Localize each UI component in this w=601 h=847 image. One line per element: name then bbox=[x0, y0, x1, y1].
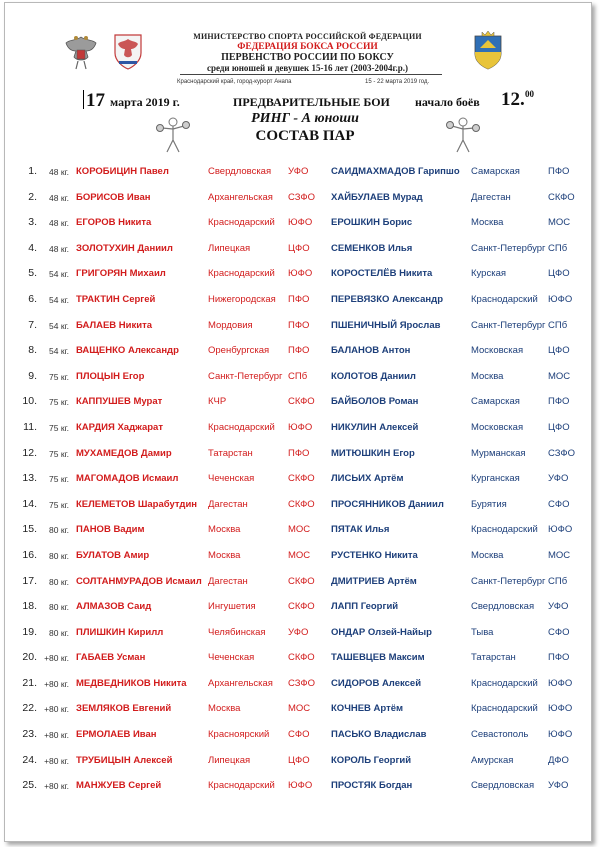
blue-corner-region: Дагестан bbox=[471, 191, 511, 203]
blue-corner-name: ПЕРЕВЯЗКО Александр bbox=[331, 293, 444, 305]
red-corner-name: ГРИГОРЯН Михаил bbox=[76, 268, 166, 280]
red-corner-name: ТРУБИЦЫН Алексей bbox=[76, 754, 173, 766]
red-corner-district: СКФО bbox=[288, 498, 315, 510]
blue-corner-district: УФО bbox=[548, 601, 569, 613]
blue-corner-district: ПФО bbox=[548, 396, 570, 408]
weight-class: 80 кг. bbox=[49, 550, 69, 561]
red-corner-district: ЮФО bbox=[288, 421, 313, 433]
red-corner-district: МОС bbox=[288, 524, 311, 536]
start-time-hour: 12. bbox=[501, 89, 525, 110]
bout-number: 4. bbox=[28, 241, 37, 254]
red-corner-district: ЮФО bbox=[288, 217, 313, 229]
red-corner-district: СПб bbox=[288, 370, 308, 382]
bout-number: 19. bbox=[22, 625, 37, 638]
red-corner-name: БАЛАЕВ Никита bbox=[76, 319, 153, 331]
weight-class: 75 кг. bbox=[49, 397, 69, 408]
red-corner-region: Оренбургская bbox=[208, 345, 270, 357]
blue-corner-region: Краснодарский bbox=[471, 703, 538, 715]
bout-month-year: марта 2019 г. bbox=[110, 95, 180, 109]
boxing-federation-logo-icon bbox=[111, 31, 145, 71]
red-corner-region: Липецкая bbox=[208, 242, 251, 254]
red-corner-district: МОС bbox=[288, 549, 311, 561]
bout-row bbox=[5, 415, 591, 441]
weight-class: 48 кг. bbox=[49, 243, 69, 254]
bout-number: 15. bbox=[22, 523, 37, 536]
red-corner-name: БОРИСОВ Иван bbox=[76, 191, 151, 203]
blue-corner-region: Москва bbox=[471, 549, 504, 561]
bout-row bbox=[5, 517, 591, 543]
bout-number: 7. bbox=[28, 318, 37, 331]
red-corner-name: МАГОМАДОВ Исмаил bbox=[76, 473, 179, 485]
start-time-label: начало боёв bbox=[415, 95, 480, 109]
bout-number: 9. bbox=[28, 369, 37, 382]
text-cursor bbox=[83, 90, 84, 109]
weight-class: 80 кг. bbox=[49, 602, 69, 613]
red-corner-region: Ингушетия bbox=[208, 601, 256, 613]
blue-corner-region: Самарская bbox=[471, 166, 520, 177]
blue-corner-district: УФО bbox=[548, 473, 569, 485]
bouts-list bbox=[5, 159, 591, 799]
bout-row bbox=[5, 441, 591, 467]
red-corner-name: ЕГОРОВ Никита bbox=[76, 217, 152, 229]
red-corner-name: БУЛАТОВ Амир bbox=[76, 549, 150, 561]
blue-corner-region: Московская bbox=[471, 345, 524, 357]
red-corner-region: Москва bbox=[208, 703, 241, 715]
red-corner-name: ПЛИШКИН Кирилл bbox=[76, 626, 164, 638]
blue-corner-region: Санкт-Петербург bbox=[471, 575, 546, 587]
anapa-city-coat-of-arms-icon bbox=[473, 30, 503, 70]
red-corner-name: ЗОЛОТУХИН Даниил bbox=[76, 242, 173, 254]
red-corner-region: Дагестан bbox=[208, 498, 248, 510]
weight-class: 54 кг. bbox=[49, 320, 69, 331]
bout-number: 2. bbox=[28, 190, 37, 203]
blue-corner-name: КОЛОТОВ Даниил bbox=[331, 370, 416, 382]
blue-corner-region: Краснодарский bbox=[471, 524, 538, 536]
championship-title: ПЕРВЕНСТВО РОССИИ ПО БОКСУ bbox=[221, 52, 394, 63]
blue-corner-name: ПРОСТЯК Богдан bbox=[331, 780, 413, 792]
blue-corner-district: СФО bbox=[548, 498, 570, 510]
header-divider bbox=[180, 74, 442, 75]
blue-corner-district: ЮФО bbox=[548, 293, 573, 305]
red-corner-region: Челябинская bbox=[208, 626, 266, 638]
bout-number: 5. bbox=[28, 267, 37, 280]
blue-corner-district: ЮФО bbox=[548, 524, 573, 536]
red-corner-name: СОЛТАНМУРАДОВ Исмаил bbox=[76, 575, 202, 587]
bout-number: 1. bbox=[28, 165, 37, 177]
round-name: ПРЕДВАРИТЕЛЬНЫЕ БОИ bbox=[233, 95, 390, 109]
russian-eagle-emblem-icon bbox=[64, 33, 98, 71]
red-corner-name: ПАНОВ Вадим bbox=[76, 524, 145, 536]
red-corner-region: Краснодарский bbox=[208, 217, 275, 229]
blue-corner-region: Свердловская bbox=[471, 601, 535, 613]
red-corner-name: КЕЛЕМЕТОВ Шарабутдин bbox=[76, 498, 198, 510]
bout-row bbox=[5, 671, 591, 697]
blue-corner-region: Краснодарский bbox=[471, 293, 538, 305]
bout-number: 12. bbox=[22, 446, 37, 459]
bout-number: 18. bbox=[22, 600, 37, 613]
bout-number: 14. bbox=[22, 497, 37, 510]
red-corner-region: Чеченская bbox=[208, 652, 255, 664]
bout-row bbox=[5, 287, 591, 313]
bout-row bbox=[5, 620, 591, 646]
blue-corner-name: ХАЙБУЛАЕВ Мурад bbox=[331, 191, 423, 203]
blue-corner-district: ДФО bbox=[548, 754, 569, 766]
red-corner-region: Нижегородская bbox=[208, 293, 276, 305]
blue-corner-district: ЦФО bbox=[548, 421, 570, 433]
blue-corner-name: КОРОЛЬ Георгий bbox=[331, 754, 412, 766]
federation-title: ФЕДЕРАЦИЯ БОКСА РОССИИ bbox=[237, 42, 378, 52]
red-corner-region: Москва bbox=[208, 549, 241, 561]
weight-class: 48 кг. bbox=[49, 167, 69, 177]
blue-corner-region: Краснодарский bbox=[471, 677, 538, 689]
blue-corner-name: ТАШЕВЦЕВ Максим bbox=[331, 652, 425, 664]
weight-class: +80 кг. bbox=[44, 653, 69, 664]
weight-class: 54 кг. bbox=[49, 346, 69, 357]
blue-corner-region: Мурманская bbox=[471, 447, 526, 459]
blue-corner-district: МОС bbox=[548, 549, 571, 561]
red-corner-district: СКФО bbox=[288, 396, 315, 408]
blue-corner-name: ЛИСЬИХ Артём bbox=[331, 473, 404, 485]
blue-corner-name: ЕРОШКИН Борис bbox=[331, 217, 413, 229]
blue-corner-name: ПЯТАК Илья bbox=[331, 524, 390, 536]
red-corner-region: Краснодарский bbox=[208, 268, 275, 280]
red-corner-district: ПФО bbox=[288, 447, 310, 459]
blue-corner-name: КОЧНЕВ Артём bbox=[331, 703, 404, 715]
blue-corner-region: Амурская bbox=[471, 754, 514, 766]
blue-corner-name: КОРОСТЕЛЁВ Никита bbox=[331, 268, 433, 280]
blue-corner-district: ПФО bbox=[548, 652, 570, 664]
weight-class: 80 кг. bbox=[49, 576, 69, 587]
red-corner-name: ЕРМОЛАЕВ Иван bbox=[76, 729, 157, 741]
blue-corner-name: МИТЮШКИН Егор bbox=[331, 447, 415, 459]
blue-corner-name: РУСТЕНКО Никита bbox=[331, 549, 418, 561]
bout-number: 16. bbox=[22, 548, 37, 561]
bout-number: 17. bbox=[22, 574, 37, 587]
bout-row bbox=[5, 594, 591, 620]
blue-corner-name: БАЛАНОВ Антон bbox=[331, 345, 411, 357]
red-corner-district: ЦФО bbox=[288, 242, 310, 254]
blue-corner-name: БАЙБОЛОВ Роман bbox=[331, 396, 419, 408]
weight-class: 75 кг. bbox=[49, 448, 69, 459]
blue-corner-region: Татарстан bbox=[471, 652, 516, 664]
weight-class: 75 кг. bbox=[49, 474, 69, 485]
red-corner-region: Москва bbox=[208, 524, 241, 536]
weight-class: 54 кг. bbox=[49, 269, 69, 280]
bout-number: 20. bbox=[22, 651, 37, 664]
bout-number: 11. bbox=[23, 420, 37, 433]
weight-class: 48 кг. bbox=[49, 218, 69, 229]
red-corner-region: Архангельская bbox=[208, 191, 273, 203]
red-corner-region: Красноярский bbox=[208, 729, 270, 741]
blue-corner-region: Свердловская bbox=[471, 780, 535, 792]
red-corner-district: ЮФО bbox=[288, 268, 313, 280]
red-corner-region: Чеченская bbox=[208, 473, 255, 485]
blue-corner-district: ЦФО bbox=[548, 268, 570, 280]
red-corner-district: ЮФО bbox=[288, 780, 313, 792]
blue-corner-district: МОС bbox=[548, 370, 571, 382]
blue-corner-name: ЛАПП Георгий bbox=[331, 601, 399, 613]
red-corner-region: Свердловская bbox=[208, 166, 272, 177]
weight-class: +80 кг. bbox=[44, 755, 69, 766]
bout-number: 23. bbox=[22, 728, 37, 741]
blue-corner-district: ПФО bbox=[548, 166, 570, 177]
bout-row bbox=[5, 492, 591, 518]
weight-class: 54 кг. bbox=[49, 294, 69, 305]
red-corner-name: МАНЖУЕВ Сергей bbox=[76, 780, 162, 792]
red-corner-name: ТРАКТИН Сергей bbox=[76, 293, 156, 305]
weight-class: 80 кг. bbox=[49, 627, 69, 638]
blue-corner-district: СПб bbox=[548, 242, 568, 254]
red-corner-region: Липецкая bbox=[208, 754, 251, 766]
red-corner-region: Краснодарский bbox=[208, 780, 275, 792]
red-corner-district: МОС bbox=[288, 703, 311, 715]
blue-corner-district: ЮФО bbox=[548, 703, 573, 715]
weight-class: +80 кг. bbox=[44, 730, 69, 741]
weight-class: +80 кг. bbox=[44, 781, 69, 792]
blue-corner-district: СПб bbox=[548, 575, 568, 587]
red-corner-name: ЗЕМЛЯКОВ Евгений bbox=[76, 703, 172, 715]
blue-corner-district: ЮФО bbox=[548, 729, 573, 741]
weight-class: 75 кг. bbox=[49, 422, 69, 433]
red-corner-name: МУХАМЕДОВ Дамир bbox=[76, 447, 172, 459]
start-time-minutes: 00 bbox=[525, 89, 534, 99]
blue-corner-region: Тыва bbox=[471, 626, 494, 638]
blue-corner-district: МОС bbox=[548, 217, 571, 229]
red-corner-name: КОРОБИЦИН Павел bbox=[76, 166, 169, 177]
bout-row bbox=[5, 261, 591, 287]
boxer-illustration-icon bbox=[442, 114, 484, 154]
red-corner-name: КАППУШЕВ Мурат bbox=[76, 396, 163, 408]
red-corner-region: Татарстан bbox=[208, 447, 253, 459]
red-corner-region: Мордовия bbox=[208, 319, 253, 331]
bout-number: 24. bbox=[22, 753, 37, 766]
red-corner-region: Архангельская bbox=[208, 677, 273, 689]
bout-row bbox=[5, 236, 591, 262]
blue-corner-region: Курская bbox=[471, 268, 507, 280]
bout-row bbox=[5, 389, 591, 415]
red-corner-district: УФО bbox=[288, 166, 309, 177]
bout-row bbox=[5, 543, 591, 569]
ministry-title: МИНИСТЕРСТВО СПОРТА РОССИЙСКОЙ ФЕДЕРАЦИИ bbox=[193, 32, 422, 41]
red-corner-region: Дагестан bbox=[208, 575, 248, 587]
blue-corner-name: САИДМАХМАДОВ Гарипшо bbox=[331, 166, 460, 177]
blue-corner-region: Бурятия bbox=[471, 498, 507, 510]
bout-day: 17 bbox=[86, 90, 105, 111]
weight-class: 48 кг. bbox=[49, 192, 69, 203]
blue-corner-name: ОНДАР Олзей-Найыр bbox=[331, 626, 432, 638]
bout-row bbox=[5, 210, 591, 236]
red-corner-district: ПФО bbox=[288, 319, 310, 331]
pairs-title: СОСТАВ ПАР bbox=[255, 128, 355, 144]
red-corner-district: ПФО bbox=[288, 345, 310, 357]
bout-number: 25. bbox=[22, 779, 37, 792]
bout-row bbox=[5, 696, 591, 722]
red-corner-name: ПЛОЦЫН Егор bbox=[76, 370, 145, 382]
red-corner-district: СЗФО bbox=[288, 677, 315, 689]
blue-corner-district: СКФО bbox=[548, 191, 575, 203]
blue-corner-region: Севастополь bbox=[471, 729, 529, 741]
bout-number: 10. bbox=[22, 395, 37, 408]
blue-corner-name: СИДОРОВ Алексей bbox=[331, 677, 422, 689]
blue-corner-region: Москва bbox=[471, 370, 504, 382]
weight-class: 75 кг. bbox=[49, 499, 69, 510]
weight-class: +80 кг. bbox=[44, 704, 69, 715]
blue-corner-district: ЮФО bbox=[548, 677, 573, 689]
blue-corner-district: СЗФО bbox=[548, 447, 575, 459]
blue-corner-name: ПАСЬКО Владислав bbox=[331, 729, 427, 741]
weight-class: 80 кг. bbox=[49, 525, 69, 536]
ring-title: РИНГ - А юноши bbox=[251, 111, 359, 126]
bout-number: 3. bbox=[28, 216, 37, 229]
bout-row bbox=[5, 722, 591, 748]
blue-corner-region: Москва bbox=[471, 217, 504, 229]
bout-row bbox=[5, 645, 591, 671]
event-location: Краснодарский край, город-курорт Анапа bbox=[177, 79, 292, 85]
blue-corner-name: ДМИТРИЕВ Артём bbox=[331, 575, 417, 587]
weight-class: 75 кг. bbox=[49, 371, 69, 382]
bout-number: 21. bbox=[22, 676, 37, 689]
blue-corner-region: Московская bbox=[471, 421, 524, 433]
event-dates: 15 - 22 марта 2019 год. bbox=[365, 79, 430, 85]
red-corner-name: КАРДИЯ Хаджарат bbox=[76, 421, 163, 433]
blue-corner-district: СФО bbox=[548, 626, 570, 638]
weight-class: +80 кг. bbox=[44, 678, 69, 689]
blue-corner-name: НИКУЛИН Алексей bbox=[331, 421, 419, 433]
red-corner-district: СКФО bbox=[288, 575, 315, 587]
red-corner-region: Краснодарский bbox=[208, 421, 275, 433]
bout-row bbox=[5, 748, 591, 774]
red-corner-name: АЛМАЗОВ Саид bbox=[76, 601, 152, 613]
blue-corner-region: Самарская bbox=[471, 396, 520, 408]
red-corner-district: УФО bbox=[288, 626, 309, 638]
bout-row bbox=[5, 466, 591, 492]
red-corner-district: СКФО bbox=[288, 652, 315, 664]
bout-row bbox=[5, 313, 591, 339]
bout-number: 22. bbox=[22, 702, 37, 715]
bout-number: 8. bbox=[28, 344, 37, 357]
blue-corner-name: СЕМЕНКОВ Илья bbox=[331, 242, 413, 254]
red-corner-region: Санкт-Петербург bbox=[208, 370, 283, 382]
blue-corner-name: ПШЕНИЧНЫЙ Ярослав bbox=[331, 319, 441, 331]
red-corner-district: ЦФО bbox=[288, 754, 310, 766]
bout-row bbox=[5, 159, 591, 185]
red-corner-district: СЗФО bbox=[288, 191, 315, 203]
blue-corner-name: ПРОСЯННИКОВ Даниил bbox=[331, 498, 444, 510]
red-corner-name: ГАБАЕВ Усман bbox=[76, 652, 146, 664]
red-corner-district: ПФО bbox=[288, 293, 310, 305]
age-category: среди юношей и девушек 15-16 лет (2003-2004г.р.) bbox=[206, 63, 409, 73]
bout-number: 6. bbox=[28, 292, 37, 305]
red-corner-name: МЕДВЕДНИКОВ Никита bbox=[76, 677, 187, 689]
red-corner-district: СКФО bbox=[288, 473, 315, 485]
boxer-illustration-icon bbox=[152, 114, 194, 154]
bout-number: 13. bbox=[22, 472, 37, 485]
bout-row bbox=[5, 773, 591, 799]
blue-corner-region: Санкт-Петербург bbox=[471, 319, 546, 331]
red-corner-name: ВАЩЕНКО Александр bbox=[76, 345, 179, 357]
blue-corner-region: Курганская bbox=[471, 473, 520, 485]
red-corner-region: КЧР bbox=[208, 396, 227, 408]
bout-row bbox=[5, 338, 591, 364]
blue-corner-district: ЦФО bbox=[548, 345, 570, 357]
red-corner-district: СКФО bbox=[288, 601, 315, 613]
blue-corner-district: УФО bbox=[548, 780, 569, 792]
bout-row bbox=[5, 569, 591, 595]
red-corner-district: СФО bbox=[288, 729, 310, 741]
blue-corner-region: Санкт-Петербург bbox=[471, 242, 546, 254]
blue-corner-district: СПб bbox=[548, 319, 568, 331]
bout-row bbox=[5, 185, 591, 211]
bout-row bbox=[5, 364, 591, 390]
document-page bbox=[4, 2, 592, 842]
